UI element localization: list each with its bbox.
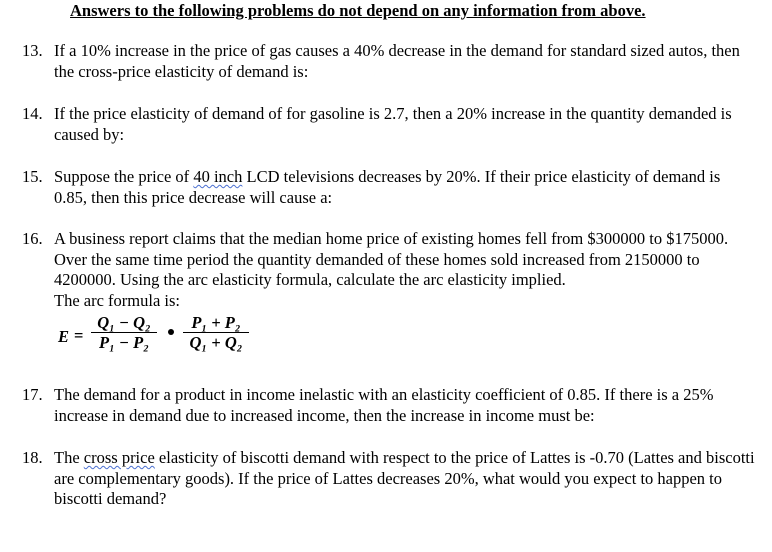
question-17 — [22, 385, 757, 426]
text-segment: elasticity of biscotti demand with respect to the price of Lattes is -0.70 (Lattes and biscotti are complementary goods). If the price of Lattes decreases 20%, what would you expect to happen to biscotti demand? — [54, 448, 755, 508]
question-number: 13. — [22, 41, 43, 60]
fraction-quantity — [90, 313, 158, 352]
fraction-denominator: Q₁ + Q₂ — [189, 333, 243, 352]
question-text: If a 10% increase in the price of gas causes a 40% decrease in the demand for standard sized autos, then the cross-price elasticity of demand is: — [54, 41, 740, 81]
formula-lhs: E — [58, 327, 70, 346]
question-number: 14. — [22, 104, 43, 123]
question-number: 18. — [22, 448, 43, 467]
question-text — [54, 229, 757, 311]
formula-equals: = — [74, 326, 84, 345]
fraction-price — [182, 313, 250, 352]
question-13 — [22, 41, 757, 82]
text-segment: Suppose the price of — [54, 167, 194, 186]
section-header: Answers to the following problems do not depend on any information from above. — [70, 1, 646, 20]
question-15 — [22, 167, 757, 208]
text-segment: The — [54, 448, 84, 467]
spellcheck-highlight: 40 inch — [193, 167, 243, 186]
question-number: 16. — [22, 229, 43, 248]
question-number: 15. — [22, 167, 43, 186]
question-text: The demand for a product in income inelastic with an elasticity coefficient of 0.85. If there is a 25% increase in demand due to increased income, then the increase in income must be: — [54, 385, 714, 425]
fraction-denominator: P₁ − P₂ — [99, 333, 149, 352]
question-18 — [22, 448, 757, 510]
spellcheck-highlight: cross price — [83, 448, 155, 467]
multiply-dot — [168, 329, 174, 335]
fraction-numerator: Q₁ − Q₂ — [97, 313, 151, 332]
question-14 — [22, 104, 757, 145]
question-text-main: A business report claims that the median home price of existing homes fell from $300000 to $175000. Over the same time period the quantity demanded of these homes sold increased from 2150000 to 4200000. Using the arc elasticity formula, calculate the arc elasticity implied. — [54, 229, 729, 289]
arc-elasticity-formula — [58, 315, 258, 365]
formula-intro: The arc formula is: — [54, 290, 180, 310]
question-text — [54, 167, 757, 208]
text-segment: LCD televisions decreases by 20%. If their price elasticity of demand is 0.85, then this price decrease will cause a: — [54, 167, 721, 207]
question-16 — [22, 229, 757, 311]
fraction-numerator: P₁ + P₂ — [191, 313, 241, 332]
question-number: 17. — [22, 385, 43, 404]
question-text: If the price elasticity of demand of for gasoline is 2.7, then a 20% increase in the quantity demanded is caused by: — [54, 104, 732, 144]
question-text — [54, 448, 757, 510]
